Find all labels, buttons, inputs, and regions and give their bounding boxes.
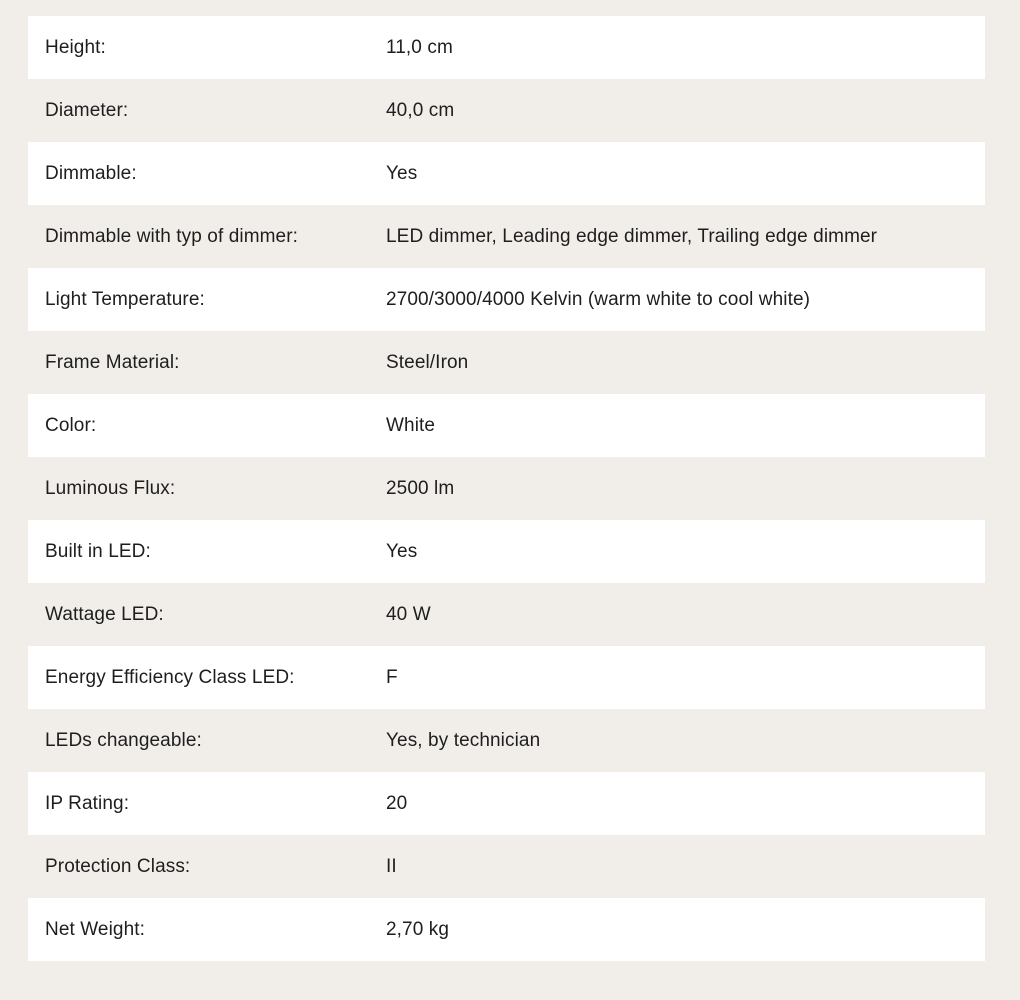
product-specifications-table	[28, 16, 985, 961]
spec-label: Protection Class:	[45, 855, 191, 877]
spec-row-wattage-led	[28, 583, 985, 646]
spec-row-dimmable	[28, 142, 985, 205]
spec-label: Luminous Flux:	[45, 477, 176, 499]
spec-row-net-weight	[28, 898, 985, 961]
spec-row-dimmer-type	[28, 205, 985, 268]
spec-value: 11,0 cm	[386, 36, 453, 58]
spec-label: IP Rating:	[45, 792, 130, 814]
spec-value: F	[386, 666, 398, 688]
spec-row-luminous-flux	[28, 457, 985, 520]
spec-value: White	[386, 414, 436, 436]
spec-row-ip-rating	[28, 772, 985, 835]
spec-value: Steel/Iron	[386, 351, 469, 373]
spec-label: Dimmable:	[45, 162, 137, 184]
spec-value: Yes	[386, 540, 418, 562]
spec-row-energy-class	[28, 646, 985, 709]
spec-value: 2,70 kg	[386, 918, 450, 940]
spec-row-light-temperature	[28, 268, 985, 331]
spec-label: Wattage LED:	[45, 603, 164, 625]
spec-row-color	[28, 394, 985, 457]
spec-label: LEDs changeable:	[45, 729, 202, 751]
spec-row-frame-material	[28, 331, 985, 394]
spec-row-diameter	[28, 79, 985, 142]
spec-label: Built in LED:	[45, 540, 151, 562]
spec-row-height	[28, 16, 985, 79]
spec-value: 2500 lm	[386, 477, 455, 499]
spec-label: Dimmable with typ of dimmer:	[45, 225, 299, 247]
spec-row-protection-class	[28, 835, 985, 898]
spec-value: 2700/3000/4000 Kelvin (warm white to cool white)	[386, 288, 811, 310]
spec-label: Energy Efficiency Class LED:	[45, 666, 295, 688]
spec-label: Frame Material:	[45, 351, 180, 373]
spec-value: LED dimmer, Leading edge dimmer, Trailing edge dimmer	[386, 225, 878, 247]
spec-label: Color:	[45, 414, 97, 436]
spec-label: Diameter:	[45, 99, 129, 121]
spec-value: Yes, by technician	[386, 729, 541, 751]
spec-value: Yes	[386, 162, 418, 184]
spec-value: 20	[386, 792, 408, 814]
spec-row-leds-changeable	[28, 709, 985, 772]
spec-row-built-in-led	[28, 520, 985, 583]
spec-label: Height:	[45, 36, 106, 58]
spec-label: Light Temperature:	[45, 288, 205, 310]
spec-value: 40 W	[386, 603, 431, 625]
spec-value: 40,0 cm	[386, 99, 455, 121]
spec-label: Net Weight:	[45, 918, 146, 940]
spec-value: II	[386, 855, 397, 877]
